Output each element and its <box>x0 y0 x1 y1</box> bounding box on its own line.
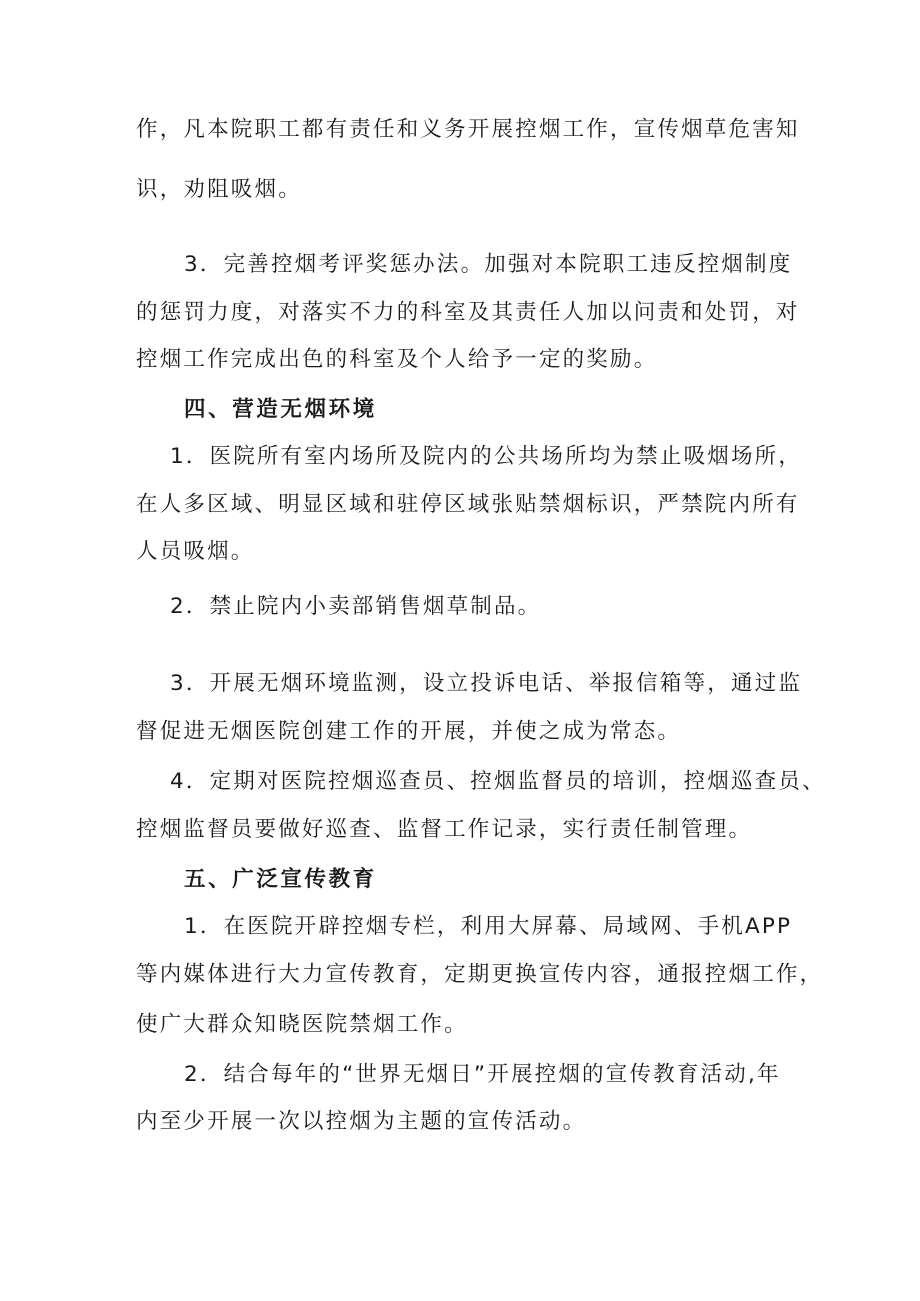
intro-line-2: 识，劝阻吸烟。 <box>136 177 302 202</box>
section4-p4-line-1: 4．定期对医院控烟巡查员、控烟监督员的培训，控烟巡查员、 <box>170 769 826 794</box>
section4-p4-line-2: 控烟监督员要做好巡查、监督工作记录，实行责任制管理。 <box>136 817 753 842</box>
section4-p1-line-3: 人员吸烟。 <box>136 539 255 564</box>
section4-p2-line-1: 2．禁止院内小卖部销售烟草制品。 <box>170 594 542 619</box>
section4-p3-line-2: 督促进无烟医院创建工作的开展，并使之成为常态。 <box>136 719 682 744</box>
section5-p1-line-1: 1．在医院开辟控烟专栏，利用大屏幕、局域网、手机APP <box>184 914 793 939</box>
section5-p2-line-1: 2．结合每年的“世界无烟日”开展控烟的宣传教育活动,年 <box>184 1062 781 1087</box>
section5-title: 五、广泛宣传教育 <box>184 867 377 892</box>
intro-line-1: 作，凡本院职工都有责任和义务开展控烟工作，宣传烟草危害知 <box>136 117 800 142</box>
section4-p1-line-2: 在人多区域、明显区域和驻停区域张贴禁烟标识，严禁院内所有 <box>136 492 800 517</box>
section5-p1-line-3: 使广大群众知晓医院禁烟工作。 <box>136 1012 468 1037</box>
item3-line-1: 3．完善控烟考评奖惩办法。加强对本院职工违反控烟制度 <box>184 252 793 277</box>
section4-p1-line-1: 1．医院所有室内场所及院内的公共场所均为禁止吸烟场所， <box>170 444 803 469</box>
item3-line-2: 的惩罚力度，对落实不力的科室及其责任人加以问责和处罚，对 <box>136 300 800 325</box>
section5-p1-line-2: 等内媒体进行大力宣传教育，定期更换宣传内容，通报控烟工作， <box>136 962 824 987</box>
section4-title: 四、营造无烟环境 <box>184 397 377 422</box>
item3-line-3: 控烟工作完成出色的科室及个人给予一定的奖励。 <box>136 347 658 372</box>
section5-p2-line-2: 内至少开展一次以控烟为主题的宣传活动。 <box>136 1109 587 1134</box>
section4-p3-line-1: 3．开展无烟环境监测，设立投诉电话、举报信箱等，通过监 <box>170 671 803 696</box>
